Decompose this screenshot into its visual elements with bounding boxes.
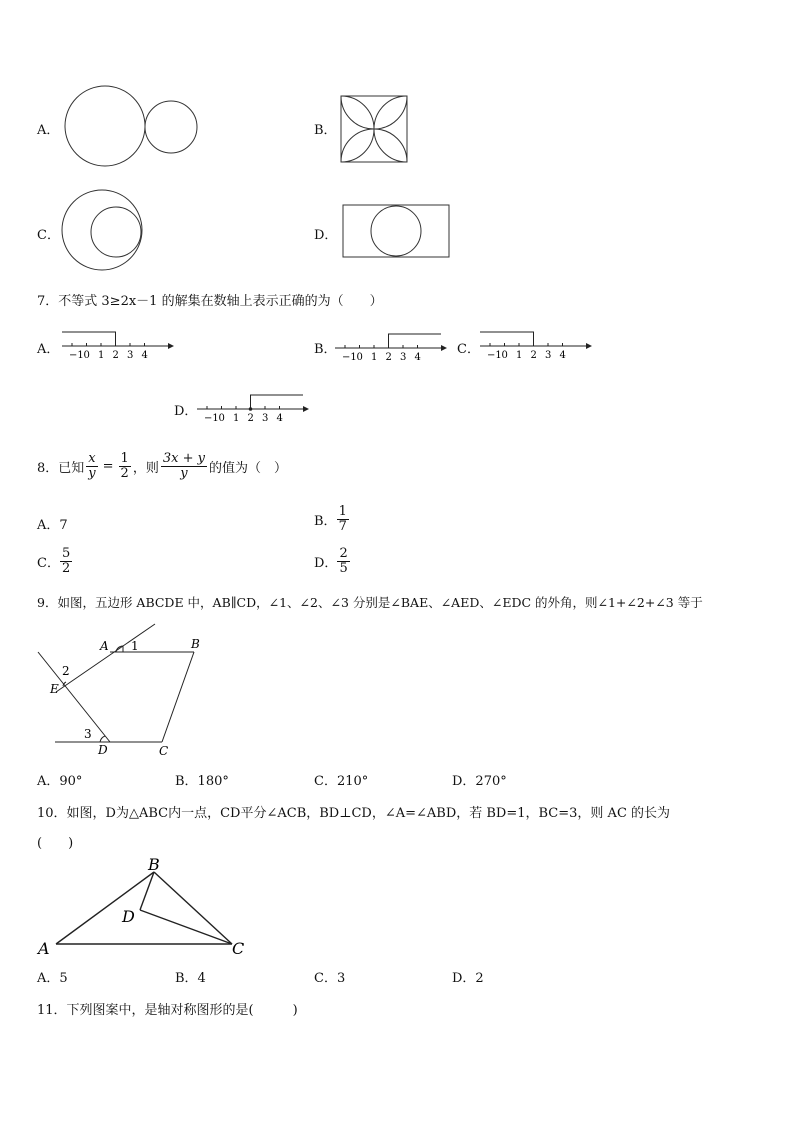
q6-option-c-figure [60, 188, 160, 273]
number-line-arrow [441, 345, 447, 351]
q8-frac2-den: 2 [120, 466, 129, 482]
q8-option-d-num: 2 [339, 546, 348, 561]
number-line-tick-label: 0 [501, 350, 508, 361]
q6-option-c-label: C． [37, 228, 60, 243]
number-line-tick-label: 0 [218, 413, 225, 424]
q8-option-a-value: 7 [59, 518, 68, 533]
q7-option-c-numberline [480, 328, 598, 360]
q7-option-c-label: C． [457, 342, 480, 357]
number-line-tick-label: 1 [98, 350, 105, 361]
q8-option-b-den: 7 [338, 519, 347, 535]
q9-option-c: C．210° [314, 774, 369, 789]
q7-option-a-label: A． [37, 342, 60, 357]
q6-option-d-label: D． [314, 228, 338, 243]
q8-option-c-frac [60, 547, 72, 577]
q8-frac1-den: y [88, 466, 96, 482]
q8-stem [37, 452, 287, 482]
q10-label-A: A [38, 939, 50, 958]
q8-option-b [314, 505, 349, 535]
q8-option-b-frac [337, 505, 349, 535]
q10-stem: 10．如图，D为△ABC内一点，CD平分∠ACB，BD⊥CD，∠A=∠ABD，若 BD=1，BC=3，则 AC 的长为 [37, 806, 671, 821]
q9-pentagon-figure [30, 620, 220, 760]
number-line-tick-label: −1 [69, 350, 84, 361]
number-line-tick-label: 2 [247, 413, 254, 424]
q7-option-b-label: B． [314, 342, 337, 357]
q9-label-C: C [159, 744, 169, 758]
number-line-arrow [303, 406, 309, 412]
number-line-tick-label: 3 [545, 350, 552, 361]
number-line-tick-label: 0 [356, 352, 363, 363]
q7-option-d-numberline [197, 391, 315, 423]
number-line-tick-label: 3 [400, 352, 407, 363]
number-line-tick-label: 1 [516, 350, 523, 361]
number-line-tick-label: −1 [204, 413, 219, 424]
number-line-tick-label: 4 [559, 350, 566, 361]
q6-option-b-label: B． [314, 123, 337, 138]
q11-stem: 11．下列图案中，是轴对称图形的是( ) [37, 1003, 298, 1018]
q6-option-a-label: A． [37, 123, 60, 138]
number-line-tick-label: 0 [83, 350, 90, 361]
q8-option-a-label: A． [37, 518, 60, 533]
q9-angle-3: 3 [84, 727, 92, 741]
q8-option-d-frac [337, 547, 349, 577]
q7-option-d-label: D． [174, 404, 198, 419]
solution-endpoint-dot [249, 407, 253, 411]
number-line-tick-label: 1 [233, 413, 240, 424]
number-line-tick-label: 2 [530, 350, 537, 361]
q10-option-b: B．4 [175, 971, 206, 986]
solution-set-bracket [62, 332, 116, 346]
q8-mid: ，则 [132, 461, 159, 477]
q9-stem: 9．如图，五边形 ABCDE 中，AB∥CD，∠1、∠2、∠3 分别是∠BAE、∠AED、∠EDC 的外角，则∠1+∠2+∠3 等于 [37, 595, 703, 610]
q7-stem: 7．不等式 3≥2x－1 的解集在数轴上表示正确的为（ ） [37, 294, 383, 309]
q8-option-c [37, 547, 72, 577]
number-line-tick-label: 4 [276, 413, 283, 424]
q8-frac-expression [161, 452, 207, 482]
number-line-tick-label: 4 [141, 350, 148, 361]
q9-label-E: E [50, 682, 59, 696]
q6-option-d-figure [340, 202, 452, 260]
q8-option-d-label: D． [314, 556, 338, 572]
q9-label-B: B [191, 637, 200, 651]
number-line-tick-label: 2 [112, 350, 119, 361]
q9-angle-2: 2 [62, 664, 70, 678]
q8-frac1-num: x [88, 451, 96, 466]
number-line-tick-label: 4 [414, 352, 421, 363]
q7-option-a-numberline [62, 328, 180, 360]
q9-option-b: B．180° [175, 774, 229, 789]
q10-answer-paren: ( ) [37, 836, 74, 851]
q8-frac-one-half [119, 452, 131, 482]
q8-option-c-den: 2 [61, 561, 71, 577]
q10-option-d: D．2 [452, 971, 484, 986]
number-line-tick-label: 3 [262, 413, 269, 424]
q9-label-D: D [98, 743, 108, 757]
q8-frac3-den: y [180, 466, 188, 482]
solution-set-bracket [251, 395, 304, 409]
q10-label-D: D [122, 907, 135, 926]
q9-label-A: A [100, 639, 109, 653]
q8-frac-x-over-y [86, 452, 97, 482]
q10-option-c: C．3 [314, 971, 346, 986]
q8-option-d-den: 5 [339, 561, 348, 577]
q8-prefix: 8．已知 [37, 461, 85, 477]
q9-angle-1: 1 [131, 639, 139, 653]
q6-option-a-figure [60, 85, 200, 170]
q8-suffix: 的值为（ ） [208, 461, 287, 477]
q9-option-d: D．270° [452, 774, 507, 789]
q8-option-d [314, 547, 350, 577]
q10-triangle-figure [36, 855, 256, 958]
q8-option-c-num: 5 [61, 546, 71, 561]
number-line-tick-label: 2 [385, 352, 392, 363]
number-line-tick-label: 1 [371, 352, 378, 363]
number-line-arrow [168, 343, 174, 349]
solution-set-bracket [480, 332, 534, 346]
q10-option-a: A．5 [37, 971, 68, 986]
q10-label-B: B [148, 855, 160, 874]
solution-set-bracket [389, 334, 442, 348]
q8-option-a [37, 514, 68, 533]
q9-option-a: A．90° [37, 774, 83, 789]
q8-option-b-label: B． [314, 514, 337, 530]
q8-frac2-num: 1 [120, 451, 129, 466]
q8-option-b-num: 1 [338, 504, 347, 519]
q7-option-b-numberline [335, 330, 453, 362]
number-line-arrow [586, 343, 592, 349]
q8-equals: = [102, 459, 114, 475]
number-line-tick-label: −1 [342, 352, 357, 363]
q6-option-b-figure [338, 93, 410, 165]
q10-label-C: C [232, 939, 245, 958]
q8-frac3-num: 3x + y [162, 451, 205, 466]
number-line-tick-label: 3 [127, 350, 134, 361]
q8-option-c-label: C． [37, 556, 60, 572]
number-line-tick-label: −1 [487, 350, 502, 361]
